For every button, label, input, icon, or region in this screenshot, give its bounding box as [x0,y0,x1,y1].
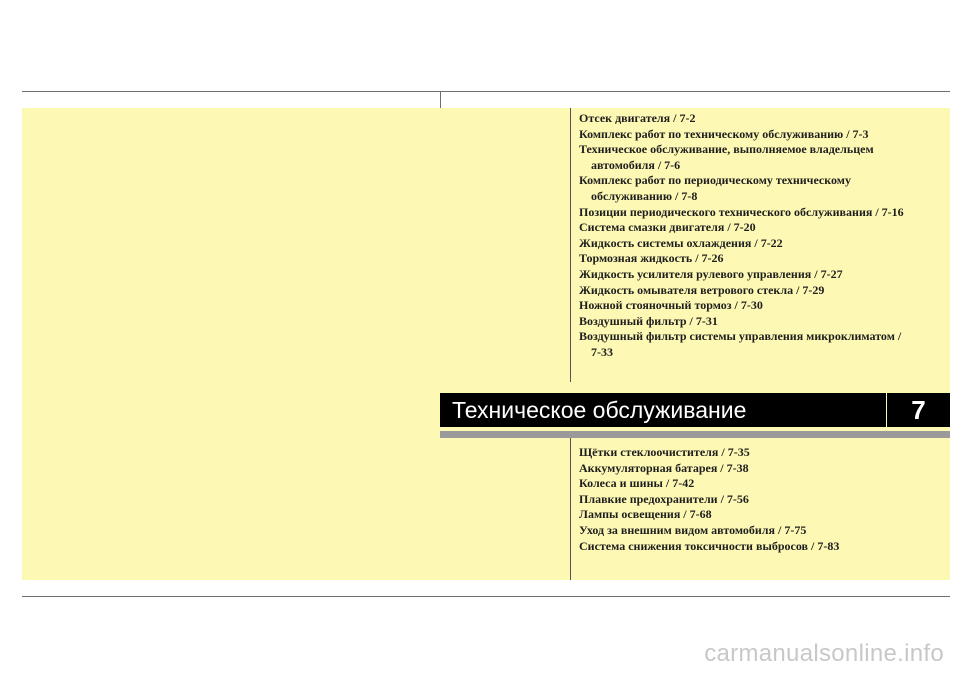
toc-entry-climate-air-filter[interactable]: Воздушный фильтр системы управления микроклиматом / 7-33 [579,329,902,359]
watermark: carmanualsonline.info [704,640,944,667]
toc-entry-washer-fluid[interactable]: Жидкость омывателя ветрового стекла / 7-29 [579,282,825,297]
top-vertical-tick [440,91,441,109]
toc-entry-scheduled-maintenance[interactable]: Комплекс работ по периодическому техническому обслуживанию / 7-8 [579,173,851,203]
table-of-contents-upper [579,111,931,361]
toc-entry-battery[interactable]: Аккумуляторная батарея / 7-38 [579,460,749,475]
toc-entry-power-steering-fluid[interactable]: Жидкость усилителя рулевого управления / 7-27 [579,266,843,281]
toc-entry-maintenance-services[interactable]: Комплекс работ по техническому обслуживанию / 7-3 [579,126,869,141]
toc-entry-maintenance-items[interactable]: Позиции периодического технического обслуживания / 7-16 [579,204,904,219]
top-rule [22,91,950,92]
chapter-number: 7 [887,393,950,427]
toc-entry-emission-control[interactable]: Система снижения токсичности выбросов / 7-83 [579,538,840,553]
toc-entry-engine-lubrication[interactable]: Система смазки двигателя / 7-20 [579,220,756,235]
column-divider-lower [570,438,571,580]
toc-entry-owner-maintenance[interactable]: Техническое обслуживание, выполняемое владельцем автомобиля / 7-6 [579,142,874,172]
column-divider-upper [570,108,571,382]
toc-entry-wiper-blades[interactable]: Щётки стеклоочистителя / 7-35 [579,445,750,459]
toc-entry-parking-brake[interactable]: Ножной стояночный тормоз / 7-30 [579,298,763,313]
toc-entry-engine-compartment[interactable]: Отсек двигателя / 7-2 [579,111,696,125]
toc-entry-appearance-care[interactable]: Уход за внешним видом автомобиля / 7-75 [579,522,807,537]
toc-entry-air-cleaner[interactable]: Воздушный фильтр / 7-31 [579,313,718,328]
toc-entry-brake-fluid[interactable]: Тормозная жидкость / 7-26 [579,251,724,266]
table-of-contents-lower [579,445,931,554]
banner-underline [440,431,950,438]
toc-entry-coolant[interactable]: Жидкость системы охлаждения / 7-22 [579,235,783,250]
toc-entry-fuses[interactable]: Плавкие предохранители / 7-56 [579,491,749,506]
toc-entry-light-bulbs[interactable]: Лампы освещения / 7-68 [579,507,712,522]
section-title-banner: Техническое обслуживание [440,393,886,427]
toc-entry-tires-wheels[interactable]: Колеса и шины / 7-42 [579,476,695,491]
bottom-rule [22,596,950,597]
